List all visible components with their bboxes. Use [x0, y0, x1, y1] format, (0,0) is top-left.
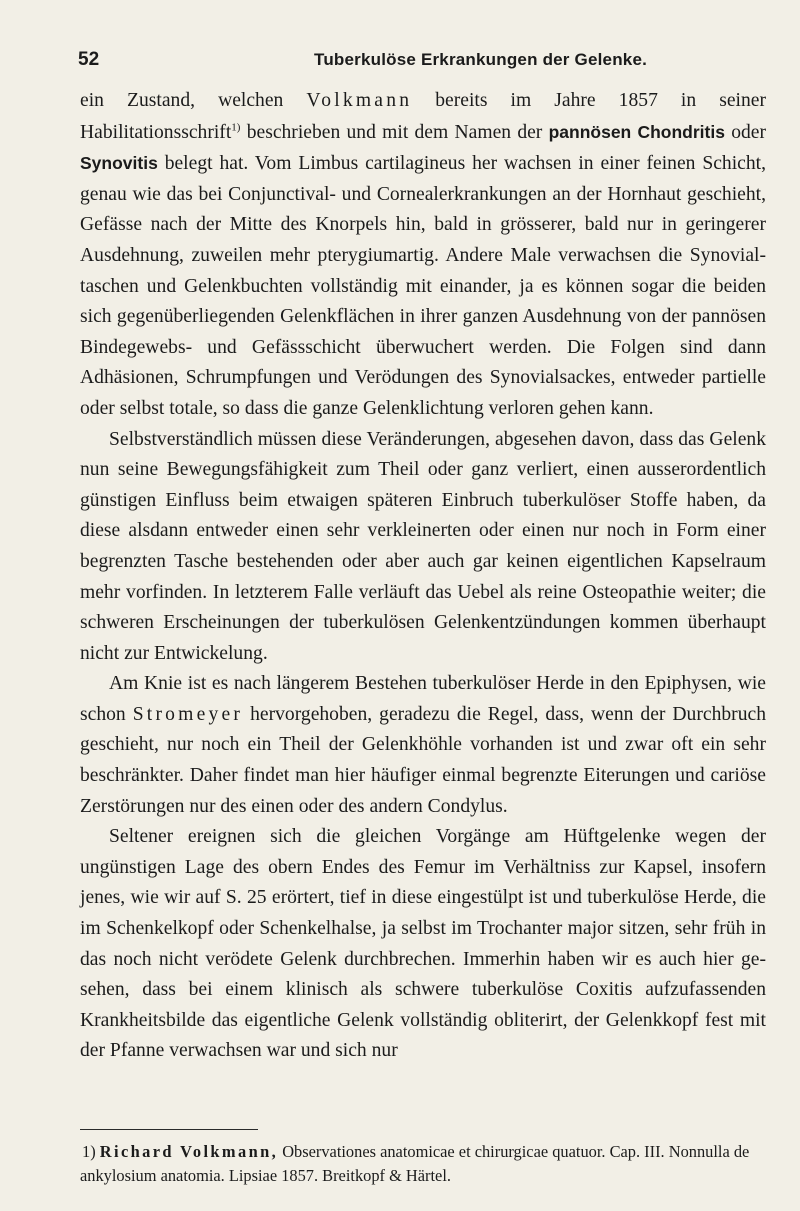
- footnote-author: Richard Volkmann,: [99, 1142, 279, 1161]
- main-text: [80, 86, 766, 1067]
- footnote-marker: 1): [231, 121, 241, 134]
- running-title: Tuberkulöse Erkrankungen der Gelenke.: [314, 50, 648, 69]
- author-name-spaced: Stromeyer: [132, 703, 244, 725]
- paragraph: Selbstverständlich müssen diese Veränderungen, abgesehen davon, dass das Gelenk nun seine Bewegungsfähigkeit zum Theil oder ganz verliert, einen ausserordentlich günstigen Einfluss beim etwaigen späteren Einbruch tuberkulöser Stoffe haben, da diese alsdann entweder einen sehr verkleinerten oder einen nur noch in Form einer begrenzten Tasche bestehenden oder aber auch gar keinen eigentlichen Kapselraum mehr vorfinden. In letzterem Falle verläuft das Uebel als reine Osteopathie weiter; die schweren Erscheinungen der tuberkulösen Gelenkentzündungen kommen überhaupt nicht zur Entwickelung.: [80, 428, 766, 664]
- text-run: Am Knie ist es nach längerem Bestehen tuberkulöser Herde in den Epiphysen, wie schon: [80, 673, 766, 725]
- text-run: beschrieben und mit dem Namen der: [240, 121, 549, 143]
- paragraph: [80, 86, 766, 425]
- text-run: oder: [724, 121, 767, 143]
- footnote-number: 1): [82, 1142, 96, 1161]
- footnote: [80, 1140, 770, 1188]
- footnote-divider: [80, 1129, 258, 1130]
- text-run: ein Zustand, welchen: [80, 90, 307, 111]
- paragraph: Seltener ereignen sich die gleichen Vorgänge am Hüftgelenke wegen der ungünstigen Lage des obern Endes des Femur im Verhältniss zur Kapsel, insofern jenes, wie wir auf S. 25 erörtert, tief in diese eingestülpt ist und tuberkulöse Herde, die im Schenkelkopf oder Schenkelhalse, ja selbst im Trochanter major sitzen, sehr früh in das noch nicht verödete Gelenk durchbrechen. Immerhin haben wir es auch hier gesehen, dass bei einem klinisch als schwere tuberkulöse Coxitis aufzufassenden Krankheitsbilde das eigentliche Gelenk vollständig obliterirt, der Gelenkkopf fest mit der Pfanne verwachsen war und sich nur: [80, 826, 766, 1062]
- text-run: bereits im Jahre 1857 in seiner Habilitationsschrift: [80, 90, 766, 143]
- author-name-spaced: Volkmann: [306, 90, 413, 111]
- text-run: hervorgehoben, geradezu die Regel, dass, wenn der Durchbruch geschieht, nur noch ein Theil der Gelenkhöhle vorhanden ist und zwar oft ein sehr beschränkter. Daher findet man hier häufiger einmal begrenzte Eiterungen und cariöse Zerstörungen nur des einen oder des andern Condylus.: [80, 703, 766, 817]
- term-emphasis: pannösen Chondritis: [548, 121, 725, 142]
- running-header: [78, 49, 768, 79]
- paragraph: [80, 669, 766, 822]
- text-run: belegt hat. Vom Limbus cartilagineus her wachsen in einer feinen Schicht, genau wie das bei Conjunctival- und Cornealerkrankungen an der Hornhaut geschieht, Gefässe nach der Mitte des Knorpels hin, bald in grösserer, bald nur in geringerer Ausdehnung, zuweilen mehr pterygiumartig. Andere Male verwachsen die Synovialtaschen und Gelenkbuchten vollständig mit einander, ja es können sogar die beiden sich gegenüberliegenden Gelenkflächen in ihrer ganzen Ausdehnung von der pannösen Bindegewebs- und Gefässschicht überwuchert werden. Die Folgen sind dann Adhäsionen, Schrumpfungen und Verödungen des Synovialsackes, entweder partielle oder selbst totale, so dass die ganze Gelenklichtung verloren gehen kann.: [80, 153, 766, 419]
- term-emphasis: Synovitis: [80, 153, 158, 174]
- page-number: 52: [78, 49, 100, 70]
- footnote-text: Observationes anatomicae et chirurgicae quatuor. Cap. III. Nonnulla de ankylosium anatomia. Lipsiae 1857. Breitkopf & Härtel.: [80, 1142, 750, 1185]
